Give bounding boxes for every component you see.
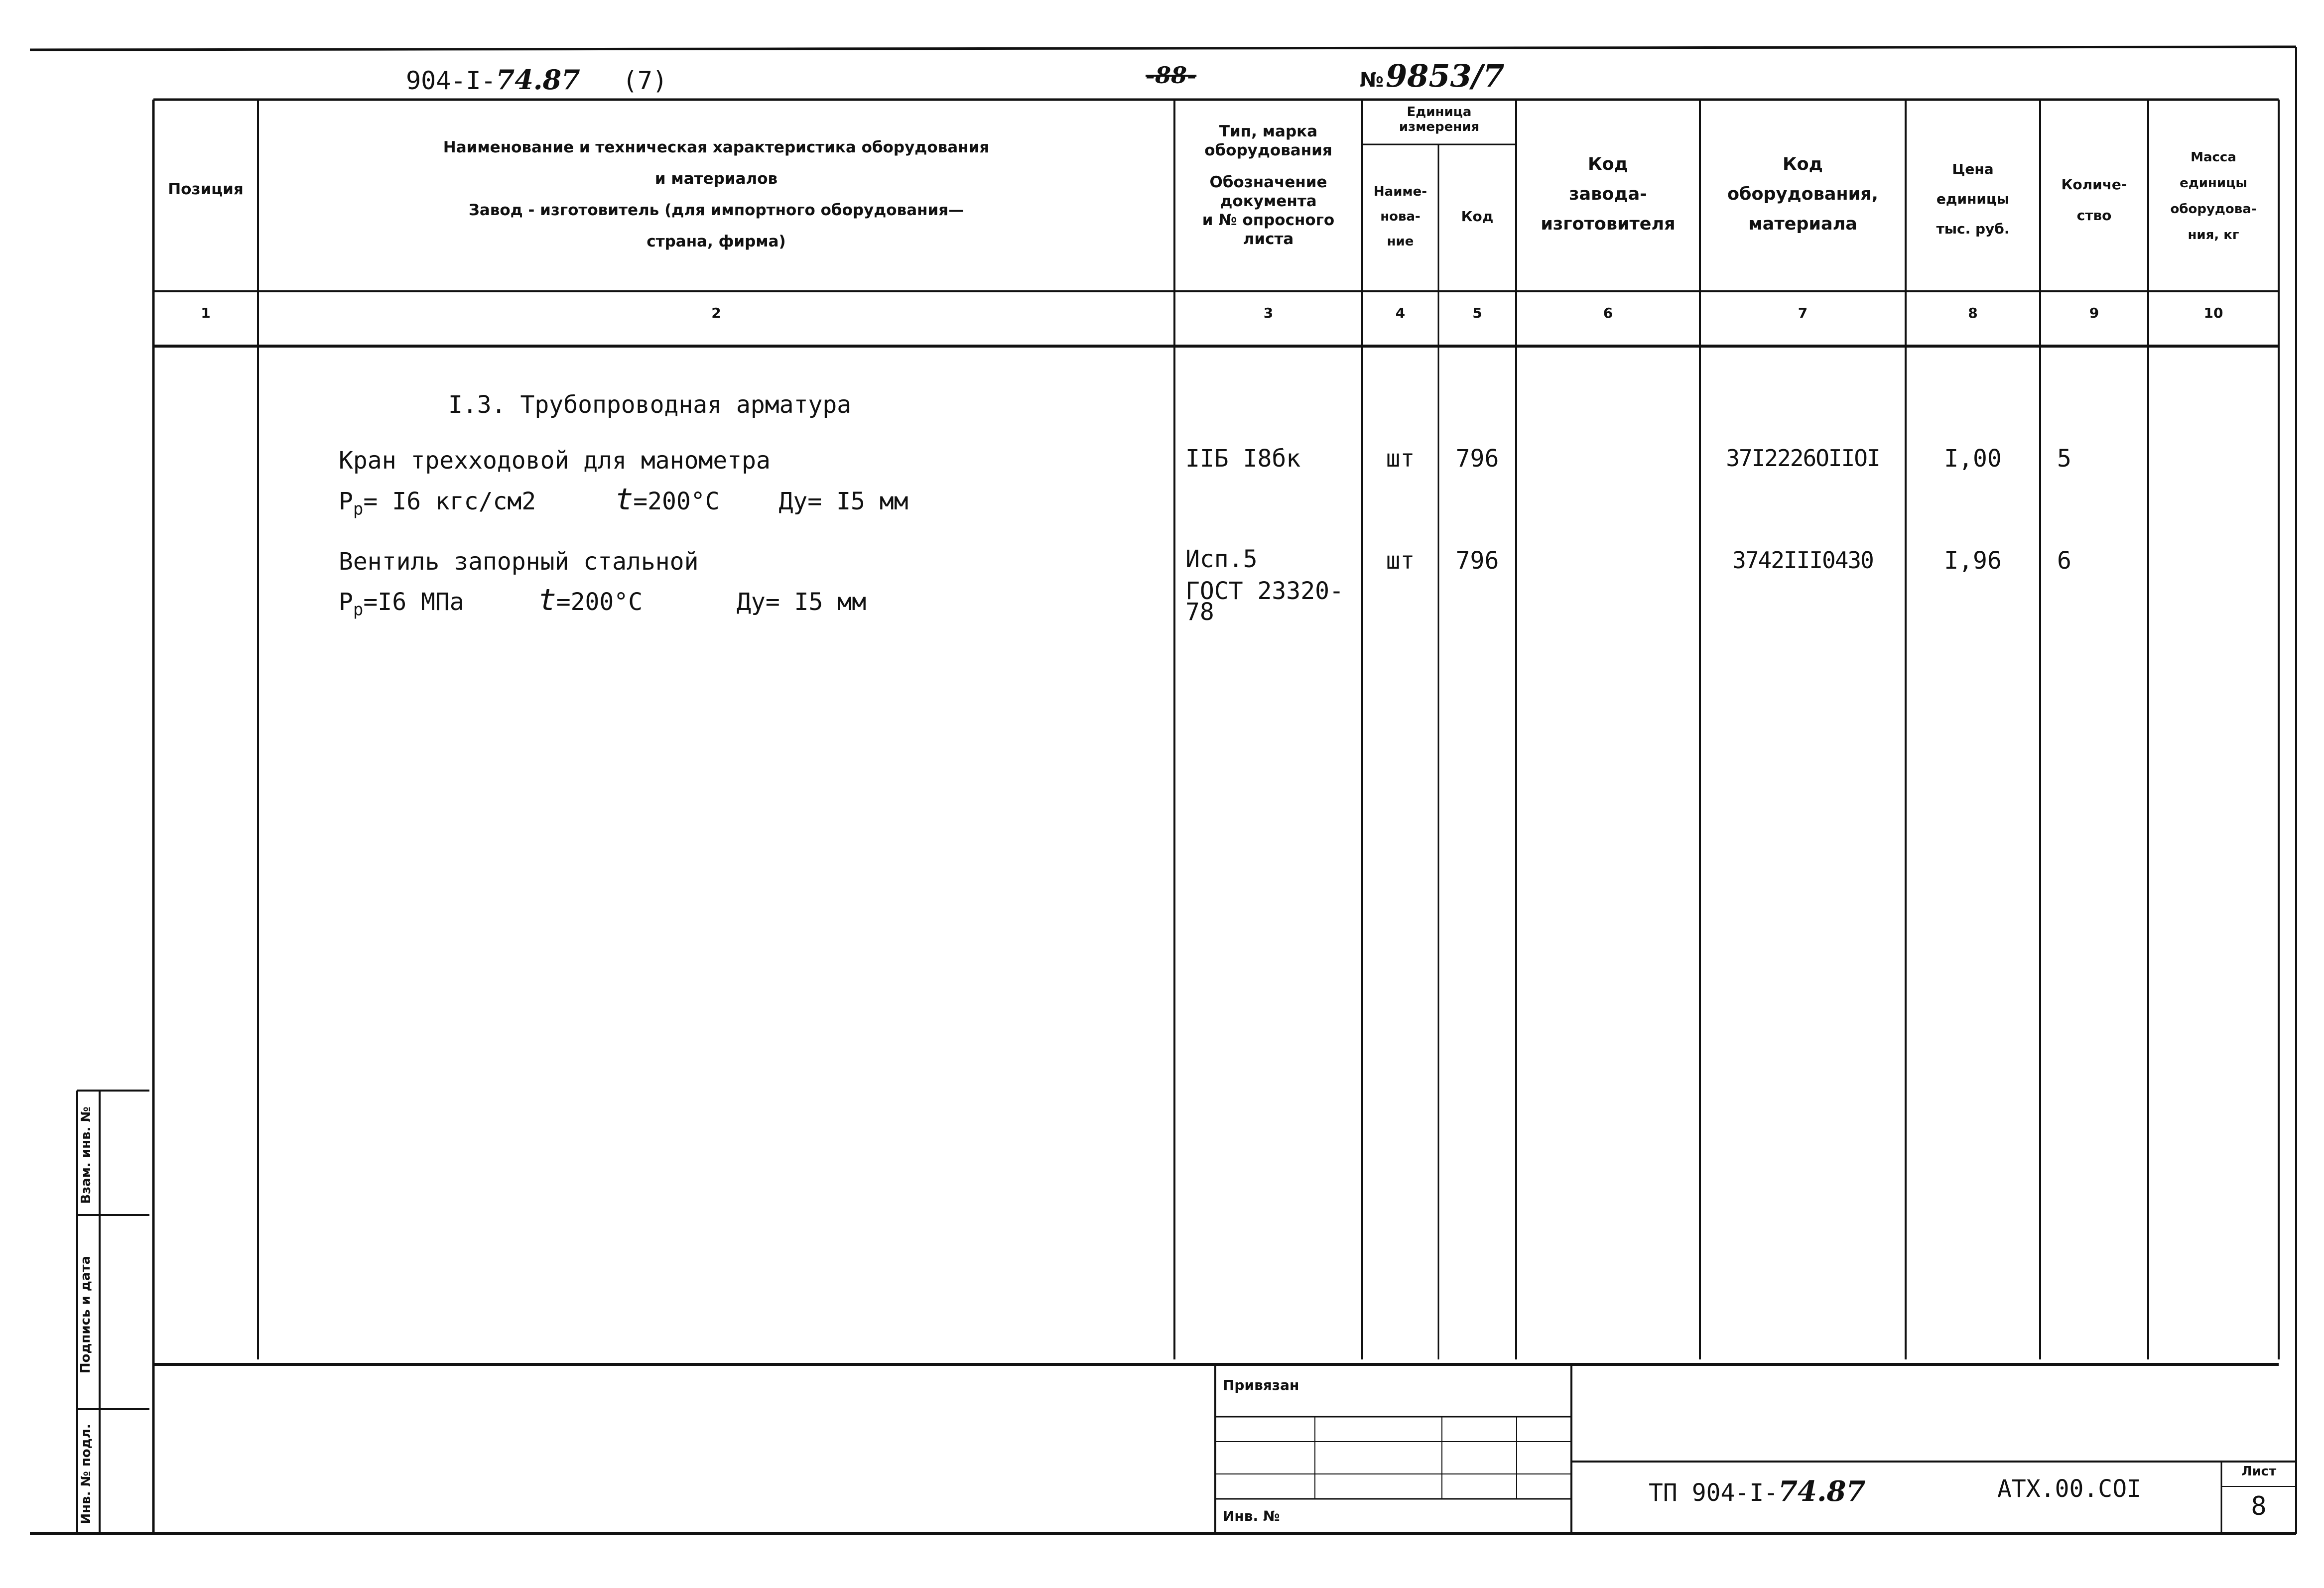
header-unit-name-line: нова- (1380, 209, 1420, 224)
item-price: I,00 (1944, 445, 2002, 473)
stamp-orig-inv: Инв. № подл. (79, 1424, 94, 1524)
header-unit-name-line: ние (1387, 234, 1414, 249)
spec-pressure-subscript: p (353, 499, 364, 519)
spec-pressure-symbol: P (339, 488, 353, 515)
spec-pressure-subscript: p (353, 600, 364, 620)
header-mass-line: Масса (2191, 150, 2236, 165)
sheet-number: 8 (2251, 1491, 2267, 1521)
spec-temp-symbol: t (538, 583, 556, 617)
header-price (1906, 154, 2040, 244)
header-mass (2148, 144, 2279, 248)
spec-diameter: Ду= I5 мм (778, 488, 908, 515)
header-type-line: листа (1243, 230, 1294, 248)
header-unit-line: Единица (1407, 105, 1472, 120)
item-type-line: Исп.5 (1185, 545, 1258, 573)
column-number: 3 (1263, 305, 1274, 321)
series-label (406, 64, 667, 96)
struck-number: -88- (1146, 62, 1197, 89)
header-type-line: Обозначение (1209, 173, 1327, 191)
document-code: АТХ.00.COI (1997, 1475, 2141, 1503)
item-type: IIБ I8бк (1185, 445, 1301, 473)
item-spec (339, 482, 908, 519)
column-number: 8 (1968, 305, 1978, 321)
doc-prefix: ТП 904-I- (1649, 1479, 1779, 1507)
column-number: 1 (201, 305, 211, 321)
header-type-line: документа (1220, 192, 1317, 210)
item-equipment-code: 37I2226OIIOI (1726, 445, 1880, 472)
stamp-replace-inv: Взам. инв. № (79, 1106, 94, 1204)
item-unit-code: 796 (1455, 445, 1499, 473)
item-spec (339, 583, 866, 620)
header-mass-line: единицы (2180, 176, 2247, 191)
item-type (1185, 545, 1344, 626)
header-equipment-code (1700, 149, 1906, 239)
column-number: 6 (1603, 305, 1613, 321)
header-plant-line: Код (1588, 154, 1628, 174)
header-name-line: страна, фирма) (646, 233, 786, 250)
header-mass-line: ния, кг (2188, 228, 2239, 243)
binding-label: Привязан (1223, 1377, 1299, 1393)
archive-number (1360, 58, 1504, 94)
column-number: 5 (1472, 305, 1482, 321)
series-handwritten: 74.87 (496, 64, 580, 96)
archive-prefix: № (1360, 69, 1384, 92)
header-quantity-line: ство (2076, 207, 2112, 224)
item-type-line: ГОСТ 23320- (1185, 577, 1344, 605)
header-name (258, 132, 1174, 257)
spec-temp-value: =200°C (556, 588, 643, 616)
document-designation (1649, 1475, 1865, 1508)
column-number: 4 (1395, 305, 1406, 321)
section-title: I.3. Трубопроводная арматура (448, 391, 852, 419)
header-unit-line: измерения (1399, 120, 1480, 134)
doc-handwritten: 74.87 (1778, 1475, 1866, 1508)
header-position: Позиция (168, 180, 244, 198)
header-plant-line: изготовителя (1541, 214, 1676, 234)
column-number: 10 (2203, 305, 2223, 321)
column-number: 7 (1798, 305, 1808, 321)
header-quantity-line: Количе- (2061, 176, 2127, 193)
spec-diameter: Ду= I5 мм (737, 588, 867, 616)
header-quantity (2040, 169, 2148, 231)
stamp-sign-date: Подпись и дата (78, 1255, 93, 1374)
header-unit-name (1362, 179, 1438, 254)
header-unit-name-line: Наиме- (1373, 184, 1427, 199)
spec-pressure-symbol: P (339, 588, 353, 616)
header-unit-code: Код (1461, 208, 1494, 225)
header-name-line: Наименование и техническая характеристика оборудования (443, 138, 990, 156)
spec-pressure-value: =I6 МПа (363, 588, 464, 616)
archive-handwritten: 9853/7 (1386, 58, 1505, 94)
header-equipment-line: материала (1748, 214, 1857, 234)
binding-inv-label: Инв. № (1223, 1508, 1280, 1524)
header-type-line: Тип, марка (1219, 122, 1318, 140)
item-name: Кран трехходовой для манометра (339, 447, 771, 475)
sheet-label: Лист (2241, 1464, 2277, 1479)
column-number: 2 (711, 305, 721, 321)
header-type-line: оборудования (1204, 141, 1332, 159)
header-equipment-line: оборудования, (1727, 184, 1878, 204)
series-prefix: 904-I- (406, 66, 496, 95)
item-price: I,96 (1944, 547, 2002, 575)
header-type-line: и № опросного (1202, 211, 1335, 229)
header-name-line: и материалов (654, 170, 778, 188)
item-quantity: 6 (2057, 547, 2071, 575)
spec-temp-symbol: t (615, 482, 634, 517)
edition: (7) (622, 66, 668, 95)
item-equipment-code: 3742III0430 (1732, 547, 1873, 574)
header-price-line: тыс. руб. (1936, 221, 2010, 237)
item-unit: шт (1386, 547, 1415, 575)
header-equipment-line: Код (1783, 154, 1823, 174)
header-name-line: Завод - изготовитель (для импортного оборудования— (468, 201, 964, 219)
header-plant-code (1516, 149, 1700, 239)
header-price-line: Цена (1952, 161, 1994, 177)
item-type-line: 78 (1185, 598, 1214, 626)
header-type (1174, 122, 1362, 248)
header-unit-group (1362, 105, 1516, 134)
header-plant-line: завода- (1569, 184, 1647, 204)
item-unit-code: 796 (1455, 547, 1499, 575)
item-quantity: 5 (2057, 445, 2071, 473)
column-number: 9 (2089, 305, 2099, 321)
item-name: Вентиль запорный стальной (339, 548, 699, 576)
header-price-line: единицы (1936, 191, 2010, 207)
spec-temp-value: =200°C (633, 488, 720, 515)
spec-pressure-value: = I6 кгс/см2 (363, 488, 536, 515)
item-unit: шт (1386, 445, 1415, 473)
header-mass-line: оборудова- (2170, 202, 2257, 217)
